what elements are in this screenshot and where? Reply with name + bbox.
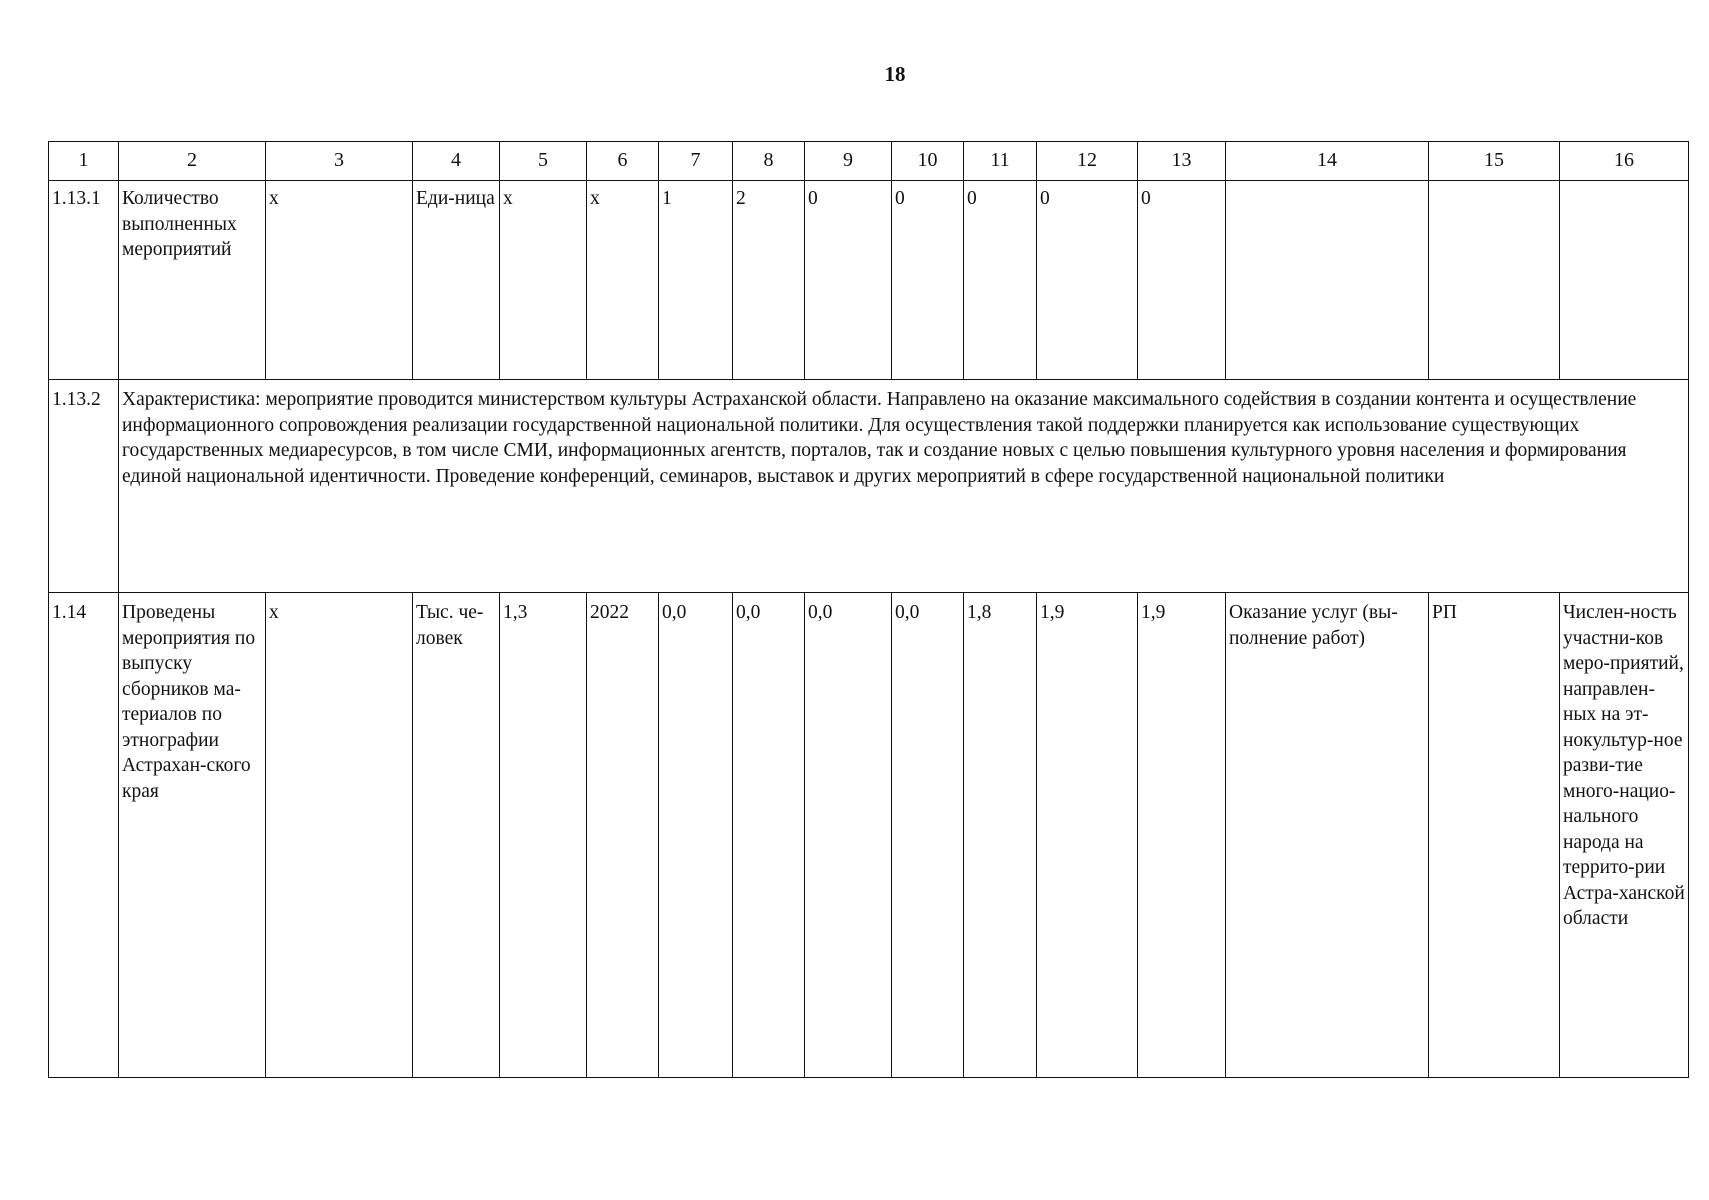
cell-col-16: Числен-ность участни-ков меро-приятий, направлен-ных на эт-нокультур-ное разви-тие много-нацио-нального народа на террито-рии Астра-ханской области (1560, 593, 1689, 1078)
document-table (48, 141, 1689, 1078)
cell-col-14: Оказание услуг (вы-полнение работ) (1226, 593, 1429, 1078)
cell-col-7: 0,0 (659, 593, 733, 1078)
cell-col-11: 0 (964, 181, 1037, 380)
header-cell: 1 (49, 142, 119, 181)
unit-cell: Тыс. че-ловек (413, 593, 500, 1078)
header-cell: 14 (1226, 142, 1429, 181)
table-row (49, 181, 1689, 380)
cell-col-8: 2 (733, 181, 805, 380)
cell-col-13: 1,9 (1138, 593, 1226, 1078)
cell-col-8: 0,0 (733, 593, 805, 1078)
header-cell: 6 (587, 142, 659, 181)
header-cell: 16 (1560, 142, 1689, 181)
indicator-name: Количество выполненных мероприятий (119, 181, 266, 380)
cell-col-7: 1 (659, 181, 733, 380)
unit-cell: Еди-ница (413, 181, 500, 380)
header-cell: 3 (266, 142, 413, 181)
cell-col-5: х (500, 181, 587, 380)
table-row (49, 380, 1689, 593)
cell-col-14 (1226, 181, 1429, 380)
page-number: 18 (884, 62, 906, 86)
header-cell: 15 (1429, 142, 1560, 181)
header-cell: 10 (892, 142, 964, 181)
header-cell: 13 (1138, 142, 1226, 181)
header-cell: 7 (659, 142, 733, 181)
cell-col-9: 0 (805, 181, 892, 380)
row-number: 1.13.1 (49, 181, 119, 380)
cell-col-3: х (266, 593, 413, 1078)
cell-col-12: 0 (1037, 181, 1138, 380)
cell-col-6: х (587, 181, 659, 380)
cell-col-10: 0,0 (892, 593, 964, 1078)
indicator-name: Проведены мероприятия по выпуску сборников ма-териалов по этнографии Астрахан-ского края (119, 593, 266, 1078)
header-row (49, 142, 1689, 181)
header-cell: 8 (733, 142, 805, 181)
cell-col-15: РП (1429, 593, 1560, 1078)
cell-col-9: 0,0 (805, 593, 892, 1078)
cell-col-6: 2022 (587, 593, 659, 1078)
header-cell: 9 (805, 142, 892, 181)
header-cell: 2 (119, 142, 266, 181)
row-number: 1.13.2 (49, 380, 119, 593)
characteristic-text: Характеристика: мероприятие проводится министерством культуры Астраханской области. Направлено на оказание максимального содействия в создании контента и осуществление информационного сопровождения реализации государственной национальной политики. Для осуществления такой поддержки планируется как использование существующих государственных медиаресурсов, в том числе СМИ, информационных агентств, порталов, так и создание новых с целью повышения культурного уровня населения и формирования единой национальной идентичности. Проведение конференций, семинаров, выставок и других мероприятий в сфере государственной национальной политики (119, 380, 1689, 593)
table-row (49, 593, 1689, 1078)
header-cell: 12 (1037, 142, 1138, 181)
cell-col-3: х (266, 181, 413, 380)
cell-col-10: 0 (892, 181, 964, 380)
cell-col-15 (1429, 181, 1560, 380)
cell-col-11: 1,8 (964, 593, 1037, 1078)
cell-col-16 (1560, 181, 1689, 380)
header-cell: 11 (964, 142, 1037, 181)
cell-col-5: 1,3 (500, 593, 587, 1078)
header-cell: 4 (413, 142, 500, 181)
header-cell: 5 (500, 142, 587, 181)
row-number: 1.14 (49, 593, 119, 1078)
cell-col-12: 1,9 (1037, 593, 1138, 1078)
cell-col-13: 0 (1138, 181, 1226, 380)
